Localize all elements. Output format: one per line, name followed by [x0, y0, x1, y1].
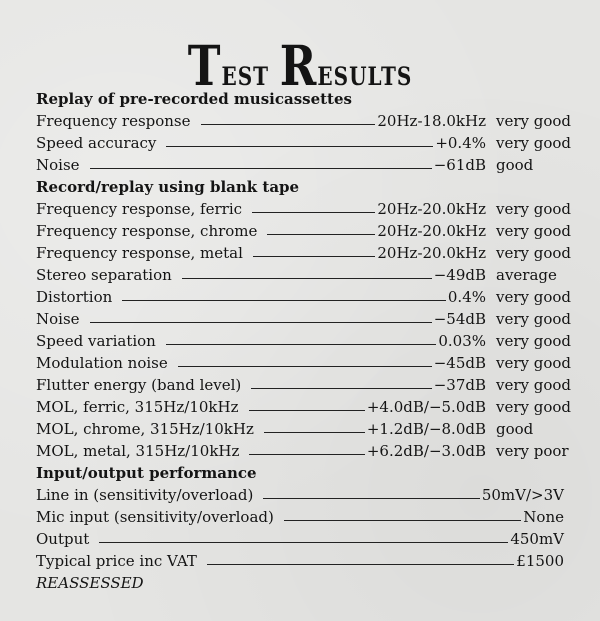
- result-row: [36, 154, 566, 176]
- dotted-leader: [251, 388, 431, 389]
- dotted-leader: [252, 212, 375, 213]
- result-row: [36, 440, 569, 462]
- result-value: £1500: [516, 552, 564, 570]
- result-value: −61dB: [433, 156, 486, 174]
- result-rating: very good: [496, 134, 572, 152]
- dotted-leader: [90, 322, 432, 323]
- result-row: [36, 286, 572, 308]
- dotted-leader: [166, 146, 433, 147]
- result-label: Distortion: [36, 288, 113, 306]
- result-row: [36, 264, 566, 286]
- result-label: Mic input (sensitivity/overload): [36, 508, 274, 526]
- result-value: 20Hz-20.0kHz: [377, 200, 486, 218]
- dotted-leader: [267, 234, 375, 235]
- dotted-leader: [207, 564, 514, 565]
- dotted-leader: [178, 366, 432, 367]
- result-rating: good: [496, 156, 534, 174]
- result-rating: average: [496, 266, 557, 284]
- result-value: 50mV/>3V: [481, 486, 564, 504]
- result-value: −45dB: [433, 354, 486, 372]
- result-row: [36, 550, 566, 572]
- result-value: 20Hz-20.0kHz: [377, 222, 486, 240]
- result-row: [36, 198, 572, 220]
- section-heading: Replay of pre-recorded musicassettes: [36, 90, 352, 108]
- page-title: Test Results: [187, 35, 413, 99]
- result-label: Noise: [36, 156, 80, 174]
- result-value: +1.2dB/−8.0dB: [366, 420, 486, 438]
- result-row: [36, 396, 572, 418]
- result-row: [36, 220, 572, 242]
- result-label: Speed accuracy: [36, 134, 157, 152]
- result-row: [36, 242, 572, 264]
- result-rating: very good: [496, 112, 572, 130]
- result-label: Output: [36, 530, 90, 548]
- result-label: Speed variation: [36, 332, 156, 350]
- result-label: Flutter energy (band level): [36, 376, 242, 394]
- result-value: 0.4%: [447, 288, 486, 306]
- result-row: [36, 132, 572, 154]
- dotted-leader: [249, 410, 365, 411]
- result-label: MOL, ferric, 315Hz/10kHz: [36, 398, 239, 416]
- result-label: Frequency response: [36, 112, 191, 130]
- result-label: Stereo separation: [36, 266, 172, 284]
- result-value: 450mV: [510, 530, 564, 548]
- result-label: Typical price inc VAT: [36, 552, 197, 570]
- dotted-leader: [122, 300, 446, 301]
- result-row: [36, 352, 572, 374]
- result-rating: very poor: [496, 442, 569, 460]
- result-rating: very good: [496, 332, 572, 350]
- dotted-leader: [182, 278, 432, 279]
- result-label: MOL, chrome, 315Hz/10kHz: [36, 420, 254, 438]
- dotted-leader: [99, 542, 508, 543]
- result-rating: very good: [496, 354, 572, 372]
- result-row: [36, 110, 572, 132]
- result-value: 0.03%: [438, 332, 486, 350]
- section-heading: Input/output performance: [36, 464, 257, 482]
- result-rating: very good: [496, 288, 572, 306]
- result-value: +0.4%: [435, 134, 486, 152]
- results-table: [36, 88, 572, 594]
- result-value: None: [523, 508, 564, 526]
- dotted-leader: [264, 432, 365, 433]
- result-label: Modulation noise: [36, 354, 168, 372]
- result-row: [36, 418, 566, 440]
- result-label: Noise: [36, 310, 80, 328]
- result-label: Frequency response, metal: [36, 244, 243, 262]
- dotted-leader: [90, 168, 432, 169]
- dotted-leader: [284, 520, 521, 521]
- result-value: −37dB: [433, 376, 486, 394]
- result-value: −54dB: [433, 310, 486, 328]
- result-label: Frequency response, chrome: [36, 222, 258, 240]
- result-label: Line in (sensitivity/overload): [36, 486, 254, 504]
- footer-note: REASSESSED: [36, 574, 144, 592]
- result-row: [36, 506, 566, 528]
- result-row: [36, 374, 572, 396]
- result-label: Frequency response, ferric: [36, 200, 243, 218]
- result-rating: very good: [496, 376, 572, 394]
- result-rating: very good: [496, 200, 572, 218]
- result-row: [36, 308, 572, 330]
- result-row: [36, 484, 566, 506]
- result-rating: very good: [496, 244, 572, 262]
- result-row: [36, 528, 566, 550]
- result-value: −49dB: [433, 266, 486, 284]
- result-value: +4.0dB/−5.0dB: [366, 398, 486, 416]
- result-label: MOL, metal, 315Hz/10kHz: [36, 442, 240, 460]
- dotted-leader: [263, 498, 480, 499]
- result-rating: very good: [496, 310, 572, 328]
- dotted-leader: [201, 124, 376, 125]
- result-row: [36, 330, 572, 352]
- section-heading: Record/replay using blank tape: [36, 178, 300, 196]
- dotted-leader: [249, 454, 364, 455]
- dotted-leader: [166, 344, 436, 345]
- dotted-leader: [253, 256, 375, 257]
- result-value: 20Hz-20.0kHz: [377, 244, 486, 262]
- result-rating: good: [496, 420, 534, 438]
- result-value: +6.2dB/−3.0dB: [366, 442, 486, 460]
- result-rating: very good: [496, 398, 572, 416]
- result-value: 20Hz-18.0kHz: [377, 112, 486, 130]
- result-rating: very good: [496, 222, 572, 240]
